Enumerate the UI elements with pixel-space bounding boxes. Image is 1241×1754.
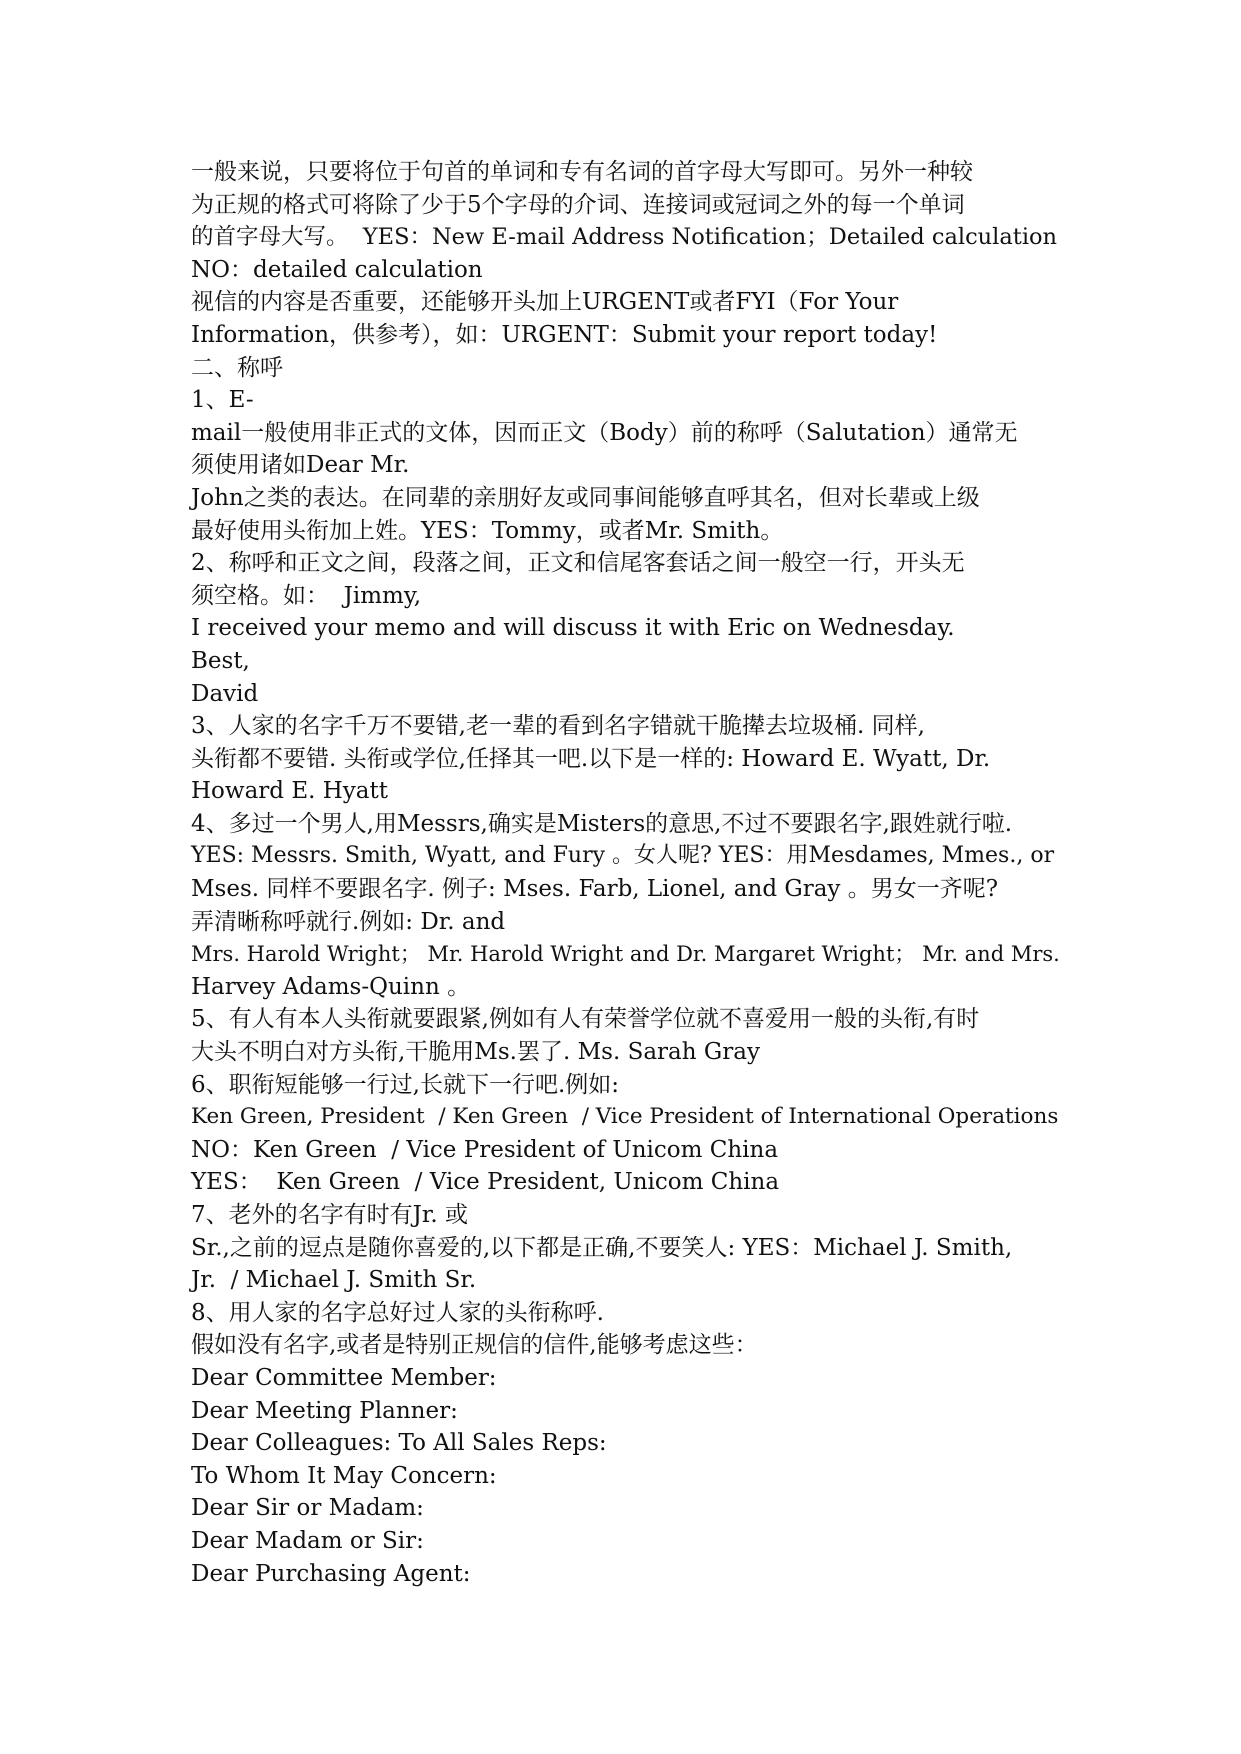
text-line: 2、称呼和正文之间，段落之间，正文和信尾客套话之间一般空一行，开头无: [191, 550, 965, 577]
text-line: 一般来说，只要将位于句首的单词和专有名词的首字母大写即可。另外一种较: [191, 159, 973, 185]
text-line: Mrs. Harold Wright； Mr. Harold Wright and Dr. Margaret Wright； Mr. and Mrs.: [191, 942, 1060, 967]
text-line: YES： Ken Green / Vice President, Unicom China: [191, 1169, 780, 1196]
text-line: mail一般使用非正式的文体，因而正文（Body）前的称呼（Salutation）通常无: [191, 419, 1018, 446]
text-line: 最好使用头衔加上姓。YES：Tommy，或者Mr. Smith。: [191, 517, 784, 544]
text-line: Dear Purchasing Agent:: [191, 1560, 471, 1587]
text-line: 6、职衔短能够一行过,长就下一行吧.例如:: [191, 1071, 620, 1098]
document-body: [191, 156, 1071, 1590]
text-line: 8、用人家的名字总好过人家的头衔称呼.: [191, 1299, 604, 1326]
text-line: Dear Meeting Planner:: [191, 1397, 458, 1424]
text-line: Howard E. Hyatt: [191, 778, 388, 805]
text-line: 4、多过一个男人,用Messrs,确实是Misters的意思,不过不要跟名字,跟姓就行啦.: [191, 810, 1013, 837]
text-line: 1、E-: [191, 387, 254, 414]
text-line: 须空格。如： Jimmy,: [191, 582, 422, 609]
text-line: Jr. / Michael J. Smith Sr.: [191, 1267, 477, 1294]
text-line: NO：Ken Green / Vice President of Unicom China: [191, 1136, 779, 1163]
text-line: 假如没有名字,或者是特别正规信的信件,能够考虑这些：: [191, 1332, 758, 1359]
text-line: 弄清晰称呼就行.例如: Dr. and: [191, 908, 506, 935]
text-line: 为正规的格式可将除了少于5个字母的介词、连接词或冠词之外的每一个单词: [191, 191, 965, 218]
text-line: Dear Colleagues: To All Sales Reps:: [191, 1430, 607, 1457]
text-line: 头衔都不要错. 头衔或学位,任择其一吧.以下是一样的: Howard E. Wyatt, Dr.: [191, 745, 991, 772]
text-line: To Whom It May Concern:: [191, 1462, 497, 1489]
text-line: 大头不明白对方头衔,干脆用Ms.罢了. Ms. Sarah Gray: [191, 1039, 760, 1066]
text-line: 须使用诸如Dear Mr.: [191, 452, 410, 479]
text-line: Harvey Adams-Quinn 。: [191, 973, 471, 1000]
text-line: 的首字母大写。 YES：New E-mail Address Notification；Detailed calculation: [191, 224, 1058, 251]
text-line: 7、老外的名字有时有Jr. 或: [191, 1202, 468, 1228]
text-line: Information，供参考），如：URGENT：Submit your report today!: [191, 321, 938, 348]
text-line: 5、有人有本人头衔就要跟紧,例如有人有荣誉学位就不喜爱用一般的头衔,有时: [191, 1006, 980, 1033]
text-line: Dear Sir or Madam:: [191, 1495, 424, 1522]
text-line: Sr.,之前的逗点是随你喜爱的,以下都是正确,不要笑人: YES：Michael J. Smith,: [191, 1234, 1013, 1261]
text-line: Dear Committee Member:: [191, 1364, 497, 1391]
text-line: Best,: [191, 647, 250, 674]
text-line: Dear Madam or Sir:: [191, 1527, 424, 1554]
text-line: Ken Green, President / Ken Green / Vice President of International Operations: [191, 1104, 1059, 1130]
text-line: I received your memo and will discuss it with Eric on Wednesday.: [191, 615, 955, 642]
text-line: 二、称呼: [191, 354, 283, 381]
text-line: Mses. 同样不要跟名字. 例子: Mses. Farb, Lionel, and Gray 。男女一齐呢?: [191, 876, 999, 903]
text-line: 3、人家的名字千万不要错,老一辈的看到名字错就干脆撵去垃圾桶. 同样,: [191, 713, 925, 740]
text-line: YES: Messrs. Smith, Wyatt, and Fury 。女人呢? YES：用Mesdames, Mmes., or: [191, 843, 1055, 869]
text-line: 视信的内容是否重要，还能够开头加上URGENT或者FYI（For Your: [191, 289, 899, 316]
text-line: NO：detailed calculation: [191, 256, 483, 283]
text-line: John之类的表达。在同辈的亲朋好友或同事间能够直呼其名，但对长辈或上级: [191, 484, 980, 511]
text-line: David: [191, 680, 259, 707]
